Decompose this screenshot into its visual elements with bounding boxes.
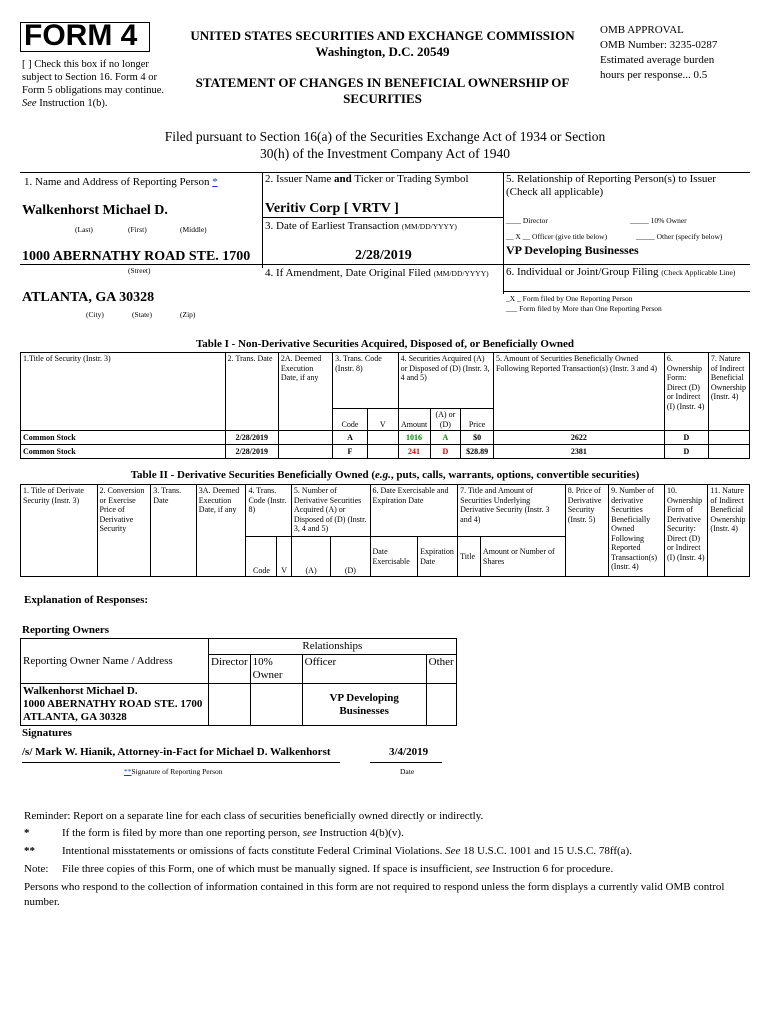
middle-label: (Middle)	[180, 225, 207, 234]
t1-h-amount: Amount	[398, 409, 430, 431]
relationship-label: 5. Relationship of Reporting Person(s) to Issuer (Check all applicable)	[506, 173, 716, 198]
t2-h-v: V	[277, 537, 291, 577]
table1	[20, 352, 750, 459]
t2-h-underlying: 7. Title and Amount of Securities Underlying Derivative Security (Instr. 3 and 4)	[458, 485, 566, 537]
table1-title: Table I - Non-Derivative Securities Acquired, Disposed of, or Beneficially Owned	[195, 338, 575, 350]
amendment-label: 4. If Amendment, Date Original Filed (MM/DD/YYYY)	[265, 267, 489, 279]
grid-divider-1	[262, 172, 263, 268]
t2-h-price: 8. Price of Derivative Security (Instr. 5)	[565, 485, 608, 577]
double-asterisk-link[interactable]: **	[124, 767, 132, 776]
table2-title: Table II - Derivative Securities Beneficially Owned (e.g., puts, calls, warrants, options, convertible securities)	[130, 469, 640, 481]
reporting-person-label: 1. Name and Address of Reporting Person *	[24, 176, 218, 188]
signer-name: /s/ Mark W. Hianik, Attorney-in-Fact for Michael D. Walkenhorst	[22, 746, 331, 758]
t2-h-deemed: 3A. Deemed Execution Date, if any	[196, 485, 246, 577]
signature-line	[22, 762, 340, 763]
reminder: Reminder: Report on a separate line for each class of securities beneficially owned directly or indirectly.	[24, 810, 484, 822]
zip-label: (Zip)	[180, 310, 196, 319]
issuer-label: 2. Issuer Name and Ticker or Trading Symbol	[265, 173, 469, 185]
t2-h-code-sub: Code	[246, 537, 277, 577]
t1-h-deemed: 2A. Deemed Execution Date, if any	[278, 353, 332, 431]
t1-h-code: 3. Trans. Code (Instr. 8)	[333, 353, 398, 409]
table2	[20, 484, 750, 577]
note-label: Note:	[24, 863, 49, 875]
t1-h-price: Price	[461, 409, 494, 431]
state-label: (State)	[132, 310, 152, 319]
officer-check: __ X __ Officer (give title below)	[506, 232, 608, 241]
city-label: (City)	[86, 310, 104, 319]
t2-h-code: 4. Trans. Code (Instr. 8)	[246, 485, 291, 537]
signature-date: 3/4/2019	[389, 746, 429, 758]
commission-heading	[175, 28, 590, 60]
t2-h-number: 5. Number of Derivative Securities Acquired (A) or Disposed of (D) (Instr. 3, 4 and 5)	[291, 485, 370, 537]
t2-h-date: 3. Trans. Date	[151, 485, 197, 577]
table-row: Common Stock 2/28/2019 A 1016 A $0 2622 D	[21, 431, 750, 445]
reporting-owners-heading: Reporting Owners	[22, 624, 110, 636]
last-label: (Last)	[75, 225, 93, 234]
t1-h-acquired: 4. Securities Acquired (A) or Disposed of (D) (Instr. 3, 4 and 5)	[398, 353, 493, 409]
t2-h-conversion: 2. Conversion or Exercise Price of Derivative Security	[97, 485, 151, 577]
footnote-double-star: **	[24, 845, 35, 857]
t2-h-date-ex: Date Exercisable	[370, 537, 418, 577]
omb-approval-label: OMB APPROVAL	[600, 24, 684, 36]
date-label: Date	[400, 767, 415, 776]
t1-h-title: 1.Title of Security (Instr. 3)	[21, 353, 226, 431]
t2-h-title-sub: Title	[458, 537, 481, 577]
omb-number: OMB Number: 3235-0287	[600, 39, 718, 51]
omb-approval	[600, 23, 760, 83]
t2-h-d: (D)	[331, 537, 370, 577]
officer-title: VP Developing Businesses	[506, 243, 639, 257]
officer-header: Officer	[302, 655, 426, 684]
footnote-double-star-text: Intentional misstatements or omissions of facts constitute Federal Criminal Violations. See 18 U.S.C. 1001 and 15 U.S.C. 78ff(a).	[62, 845, 632, 857]
street-label: (Street)	[128, 266, 151, 275]
t2-h-form: 10. Ownership Form of Derivative Security: Direct (D) or Indirect (I) (Instr. 4)	[664, 485, 707, 577]
explanation-heading: Explanation of Responses:	[24, 594, 149, 606]
commission-name: UNITED STATES SECURITIES AND EXCHANGE COMMISSION	[190, 28, 575, 43]
reporting-person-city: ATLANTA, GA 30328	[22, 290, 155, 305]
t2-h-nature: 11. Nature of Indirect Beneficial Ownership (Instr. 4)	[708, 485, 750, 577]
omb-hours: hours per response... 0.5	[600, 69, 708, 81]
owner-name-header: Reporting Owner Name / Address	[21, 639, 209, 684]
t2-h-amount-shares: Amount or Number of Shares	[480, 537, 565, 577]
ten-pct-check: _____ 10% Owner	[630, 216, 687, 225]
earliest-date-value: 2/28/2019	[355, 248, 412, 263]
first-label: (First)	[128, 225, 147, 234]
table-row: Common Stock 2/28/2019 F 241 D $28.89 2381 D	[21, 445, 750, 459]
note-text: File three copies of this Form, one of which must be manually signed. If space is insufficient, see Instruction 6 for procedure.	[62, 863, 614, 875]
t2-h-exercisable: 6. Date Exercisable and Expiration Date	[370, 485, 458, 537]
asterisk-link[interactable]: *	[212, 176, 218, 188]
relationships-header: Relationships	[209, 639, 457, 655]
reporting-owners-table	[20, 638, 457, 726]
checkbox-note-see: See	[22, 98, 37, 109]
group-filing-label: 6. Individual or Joint/Group Filing (Check Applicable Line)	[506, 266, 736, 278]
owner-officer-title: VP Developing Businesses	[302, 684, 426, 726]
grid-divider-2	[503, 172, 504, 294]
filed-pursuant: Filed pursuant to Section 16(a) of the Securities Exchange Act of 1934 or Section 30(h) of the Investment Company Act of 1940	[164, 129, 606, 161]
statement-title: STATEMENT OF CHANGES IN BENEFICIAL OWNERSHIP OF SECURITIES	[195, 75, 570, 106]
t1-h-amount-owned: 5. Amount of Securities Beneficially Owned Following Reported Transaction(s) (Instr. 3 and 4)	[493, 353, 664, 431]
t2-h-a: (A)	[291, 537, 330, 577]
earliest-date-label: 3. Date of Earliest Transaction (MM/DD/YYYY)	[265, 220, 457, 232]
omb-burden: Estimated average burden	[600, 54, 715, 66]
one-person-filing: _X _ Form filed by One Reporting Person	[506, 294, 633, 303]
director-check: ____ Director	[506, 216, 548, 225]
ten-pct-header: 10% Owner	[250, 655, 302, 684]
t1-h-code-sub: Code	[333, 409, 368, 431]
footnote-star: *	[24, 827, 30, 839]
t1-h-aord: (A) or (D)	[430, 409, 461, 431]
group-divider	[503, 291, 750, 292]
table-row	[21, 684, 457, 726]
issuer-name: Veritiv Corp [ VRTV ]	[265, 201, 399, 216]
footnote-star-text: If the form is filed by more than one reporting person, see Instruction 4(b)(v).	[62, 827, 404, 839]
owner-details: Walkenhorst Michael D. 1000 ABERNATHY ROAD STE. 1700 ATLANTA, GA 30328	[21, 684, 209, 726]
t2-h-owned: 9. Number of derivative Securities Beneficially Owned Following Reported Transaction(s) (Instr. 4)	[609, 485, 665, 577]
t2-h-title: 1. Title of Derivate Security (Instr. 3)	[21, 485, 98, 577]
signatures-heading: Signatures	[22, 727, 72, 739]
reporting-person-name: Walkenhorst Michael D.	[22, 203, 168, 218]
other-check: _____ Other (specify below)	[636, 232, 723, 241]
t1-h-nature: 7. Nature of Indirect Beneficial Ownership (Instr. 4)	[708, 353, 749, 431]
checkbox-note-text: [ ] Check this box if no longer subject to Section 16. Form 4 or Form 5 obligations may continue.	[22, 59, 165, 96]
checkbox-note-instr: Instruction 1(b).	[39, 98, 108, 109]
omb-disclaimer: Persons who respond to the collection of information contained in this form are not required to respond unless the form displays a currently valid OMB control number.	[24, 881, 725, 908]
section16-checkbox-note[interactable]	[22, 58, 172, 110]
director-header: Director	[209, 655, 251, 684]
issuer-divider	[262, 217, 503, 218]
more-person-filing: ___ Form filed by More than One Reporting Person	[506, 304, 662, 313]
t1-h-form: 6. Ownership Form: Direct (D) or Indirect (I) (Instr. 4)	[664, 353, 708, 431]
form-title: FORM 4	[24, 19, 138, 52]
t1-h-v: V	[367, 409, 398, 431]
reporting-person-street: 1000 ABERNATHY ROAD STE. 1700	[22, 249, 251, 264]
signature-label: **Signature of Reporting Person	[124, 767, 223, 776]
t1-h-date: 2. Trans. Date	[225, 353, 278, 431]
t2-h-expiration: Expiration Date	[418, 537, 458, 577]
other-header: Other	[426, 655, 456, 684]
commission-city: Washington, D.C. 20549	[315, 44, 450, 59]
date-line	[370, 762, 442, 763]
